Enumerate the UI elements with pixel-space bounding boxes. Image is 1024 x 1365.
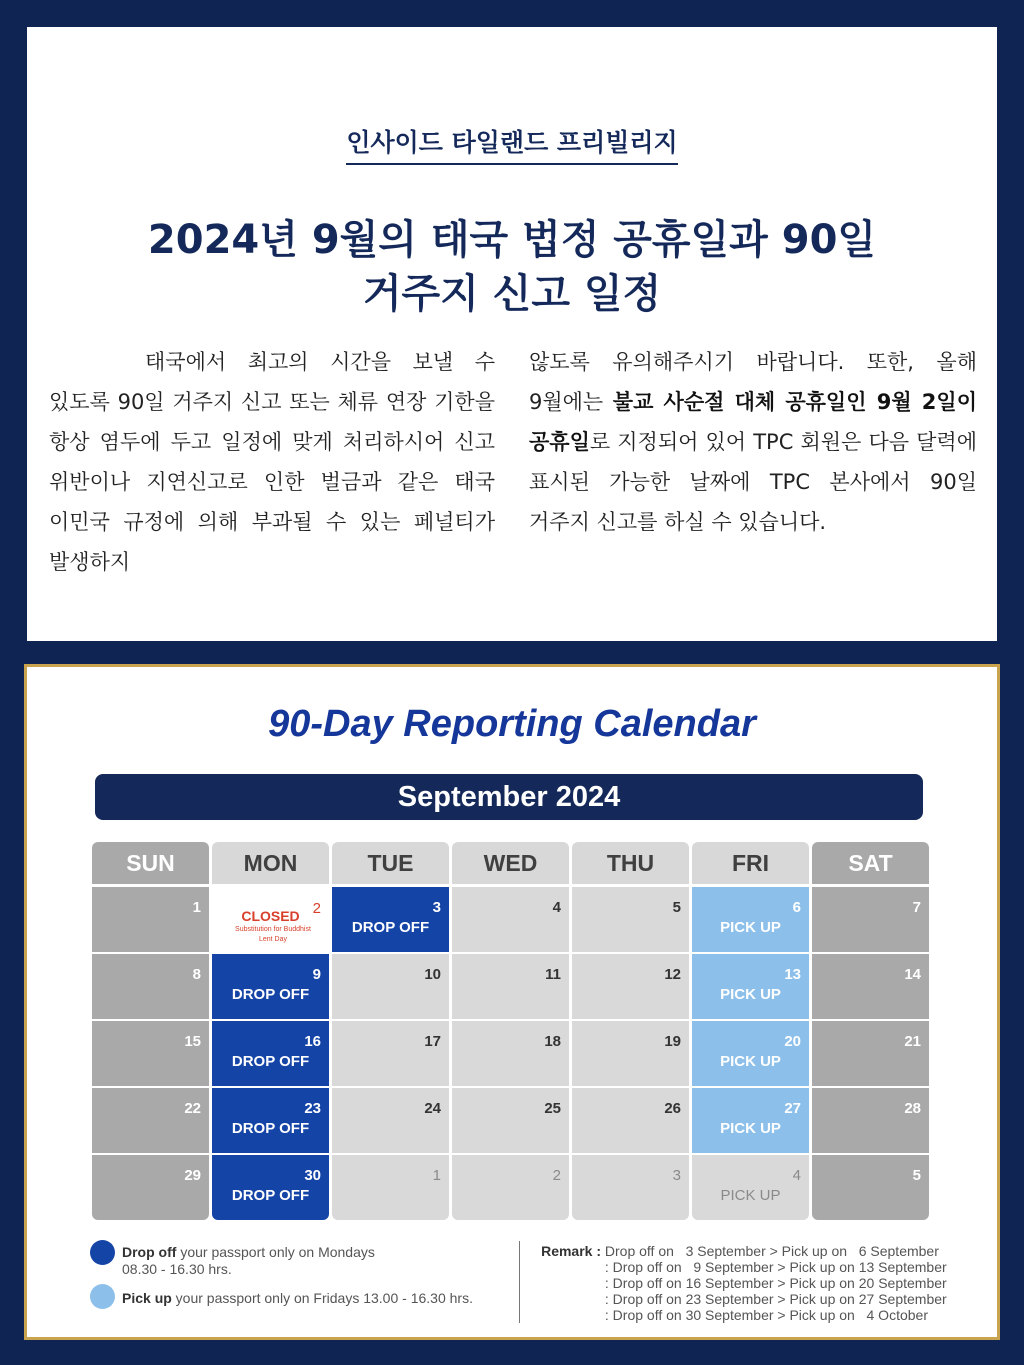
- calendar-day-cell: [812, 954, 929, 1019]
- pick-up-label: PICK UP: [720, 986, 781, 1003]
- calendar-day-cell: [812, 1155, 929, 1220]
- calendar-day-cell: [692, 887, 809, 952]
- remark-line: Drop off on 3 September > Pick up on 6 September: [604, 1243, 939, 1259]
- day-number: 15: [184, 1033, 201, 1050]
- day-number: 29: [184, 1167, 201, 1184]
- calendar-day-cell: [812, 1088, 929, 1153]
- calendar-day-cell: [212, 1155, 329, 1220]
- calendar-day-cell: [572, 1155, 689, 1220]
- pick-up-label: PICK UP: [720, 1120, 781, 1137]
- title-line-1: 2024년 9월의 태국 법정 공휴일과 90일: [147, 217, 877, 263]
- day-header-tue: TUE: [332, 842, 449, 884]
- day-number: 18: [544, 1033, 561, 1050]
- remark-row: [535, 1275, 947, 1291]
- calendar-day-cell: [212, 1088, 329, 1153]
- day-number: 21: [904, 1033, 921, 1050]
- day-number: 4: [552, 899, 561, 916]
- body-column-left: 태국에서 최고의 시간을 보낼 수 있도록 90일 거주지 신고 또는 체류 연장 기한을 항상 염두에 두고 일정에 맞게 처리하시어 신고 위반이나 지연신고로 인한 벌금과 같은 태국 이민국 규정에 의해 부과될 수 있는 페널티가 발생하지: [49, 350, 495, 574]
- day-number: 24: [424, 1100, 441, 1117]
- calendar-day-cell: [212, 1021, 329, 1086]
- day-number: 3: [672, 1167, 681, 1184]
- day-number: 16: [304, 1033, 321, 1050]
- day-number: 7: [912, 899, 921, 916]
- day-number: 4: [792, 1167, 801, 1184]
- calendar-day-cell: [92, 1088, 209, 1153]
- calendar-day-cell: [452, 1021, 569, 1086]
- day-number: 2: [312, 900, 321, 917]
- calendar-title: 90-Day Reporting Calendar: [268, 703, 756, 745]
- calendar-day-cell: [452, 1155, 569, 1220]
- drop-off-legend-hours: 08.30 - 16.30 hrs.: [122, 1261, 232, 1277]
- remark-block: [535, 1243, 947, 1323]
- day-header-fri: FRI: [692, 842, 809, 884]
- calendar-day-cell: [92, 887, 209, 952]
- pick-up-legend: [122, 1290, 473, 1306]
- calendar-day-cell: [332, 1021, 449, 1086]
- day-number: 10: [424, 966, 441, 983]
- calendar-day-cell: [92, 1021, 209, 1086]
- month-banner: September 2024: [95, 774, 923, 820]
- closed-reason: Substitution for Buddhist Lent Day: [235, 926, 311, 943]
- day-header-sun: SUN: [92, 842, 209, 884]
- drop-off-label: DROP OFF: [231, 1120, 310, 1137]
- calendar-day-cell: [572, 954, 689, 1019]
- calendar-day-cell: [212, 954, 329, 1019]
- body-column-right: [529, 342, 977, 542]
- day-header-thu: THU: [572, 842, 689, 884]
- day-header-mon: MON: [212, 842, 329, 884]
- day-number: 27: [784, 1100, 801, 1117]
- drop-off-label: DROP OFF: [231, 1187, 310, 1204]
- pick-up-legend-dot: [90, 1284, 115, 1309]
- calendar-day-cell: [452, 1088, 569, 1153]
- remark-row: [535, 1291, 947, 1307]
- calendar-day-cell: [332, 1088, 449, 1153]
- pick-up-label: PICK UP: [720, 1053, 781, 1070]
- day-number: 26: [664, 1100, 681, 1117]
- remark-line: : Drop off on 9 September > Pick up on 13 September: [604, 1259, 947, 1275]
- calendar-day-cell: [812, 1021, 929, 1086]
- calendar-day-cell: [92, 1155, 209, 1220]
- day-number: 9: [312, 966, 321, 983]
- calendar-day-cell: [332, 1155, 449, 1220]
- drop-off-legend-dot: [90, 1240, 115, 1265]
- calendar-day-cell: [692, 1088, 809, 1153]
- body-right-text-b: 로 지정되어 있어 TPC 회원은 다음 달력에 표시된 가능한 날짜에 TPC 본사에서 90일 거주지 신고를 하실 수 있습니다.: [529, 430, 977, 534]
- day-number: 22: [184, 1100, 201, 1117]
- legend-divider: [519, 1241, 520, 1323]
- article-panel: [27, 27, 997, 641]
- closed-label: CLOSED: [241, 908, 300, 924]
- calendar-day-cell: [692, 1155, 809, 1220]
- day-number: 14: [904, 966, 921, 983]
- remark-row: [535, 1307, 947, 1323]
- day-number: 17: [424, 1033, 441, 1050]
- day-number: 13: [784, 966, 801, 983]
- pick-up-legend-bold: Pick up: [122, 1290, 172, 1306]
- remark-row: [535, 1259, 947, 1275]
- drop-off-legend: [122, 1244, 375, 1278]
- drop-off-legend-text: your passport only on Mondays: [176, 1244, 375, 1260]
- drop-off-label: DROP OFF: [231, 986, 310, 1003]
- remark-label: Remark :: [541, 1243, 601, 1259]
- remark-row: [535, 1243, 947, 1259]
- calendar-day-cell: [812, 887, 929, 952]
- article-title: [67, 213, 957, 321]
- drop-off-legend-bold: Drop off: [122, 1244, 177, 1260]
- calendar-day-cell: [452, 954, 569, 1019]
- remark-line: : Drop off on 16 September > Pick up on 20 September: [604, 1275, 947, 1291]
- day-number: 1: [192, 899, 201, 916]
- day-number: 3: [432, 899, 441, 916]
- day-number: 1: [432, 1167, 441, 1184]
- calendar-day-cell: [212, 887, 329, 952]
- day-number: 2: [552, 1167, 561, 1184]
- day-number: 8: [192, 966, 201, 983]
- pick-up-label: PICK UP: [720, 1187, 781, 1204]
- calendar-day-cell: [452, 887, 569, 952]
- day-number: 20: [784, 1033, 801, 1050]
- calendar-day-cell: [572, 887, 689, 952]
- day-number: 5: [912, 1167, 921, 1184]
- day-number: 5: [672, 899, 681, 916]
- drop-off-label: DROP OFF: [231, 1053, 310, 1070]
- calendar-card: [24, 664, 1000, 1340]
- day-number: 30: [304, 1167, 321, 1184]
- calendar-day-cell: [572, 1088, 689, 1153]
- day-number: 25: [544, 1100, 561, 1117]
- calendar-day-cell: [692, 1021, 809, 1086]
- remark-line: : Drop off on 30 September > Pick up on 4 October: [604, 1307, 928, 1323]
- calendar-day-cell: [332, 954, 449, 1019]
- day-number: 19: [664, 1033, 681, 1050]
- day-header-wed: WED: [452, 842, 569, 884]
- day-header-sat: SAT: [812, 842, 929, 884]
- pick-up-label: PICK UP: [720, 919, 781, 936]
- day-number: 11: [545, 966, 561, 983]
- calendar-day-cell: [692, 954, 809, 1019]
- calendar-day-cell: [332, 887, 449, 952]
- drop-off-label: DROP OFF: [351, 919, 430, 936]
- day-number: 6: [792, 899, 801, 916]
- remark-line: : Drop off on 23 September > Pick up on 27 September: [604, 1291, 947, 1307]
- kicker-text: 인사이드 타일랜드 프리빌리지: [346, 123, 677, 165]
- day-number: 12: [664, 966, 681, 983]
- day-number: 23: [304, 1100, 321, 1117]
- pick-up-legend-text: your passport only on Fridays 13.00 - 16.30 hrs.: [171, 1290, 473, 1306]
- calendar-day-cell: [572, 1021, 689, 1086]
- calendar-day-cell: [92, 954, 209, 1019]
- calendar-grid: [92, 842, 928, 1222]
- article-kicker: [27, 123, 997, 165]
- body-right-highlight: 불교 사순절 대체 공휴일인 9월 2일이 공휴일: [529, 390, 977, 454]
- day-number: 28: [904, 1100, 921, 1117]
- body-right-text-a: 않도록 유의해주시기 바랍니다. 또한, 올해 9월에는: [529, 350, 977, 414]
- title-line-2: 거주지 신고 일정: [362, 271, 662, 317]
